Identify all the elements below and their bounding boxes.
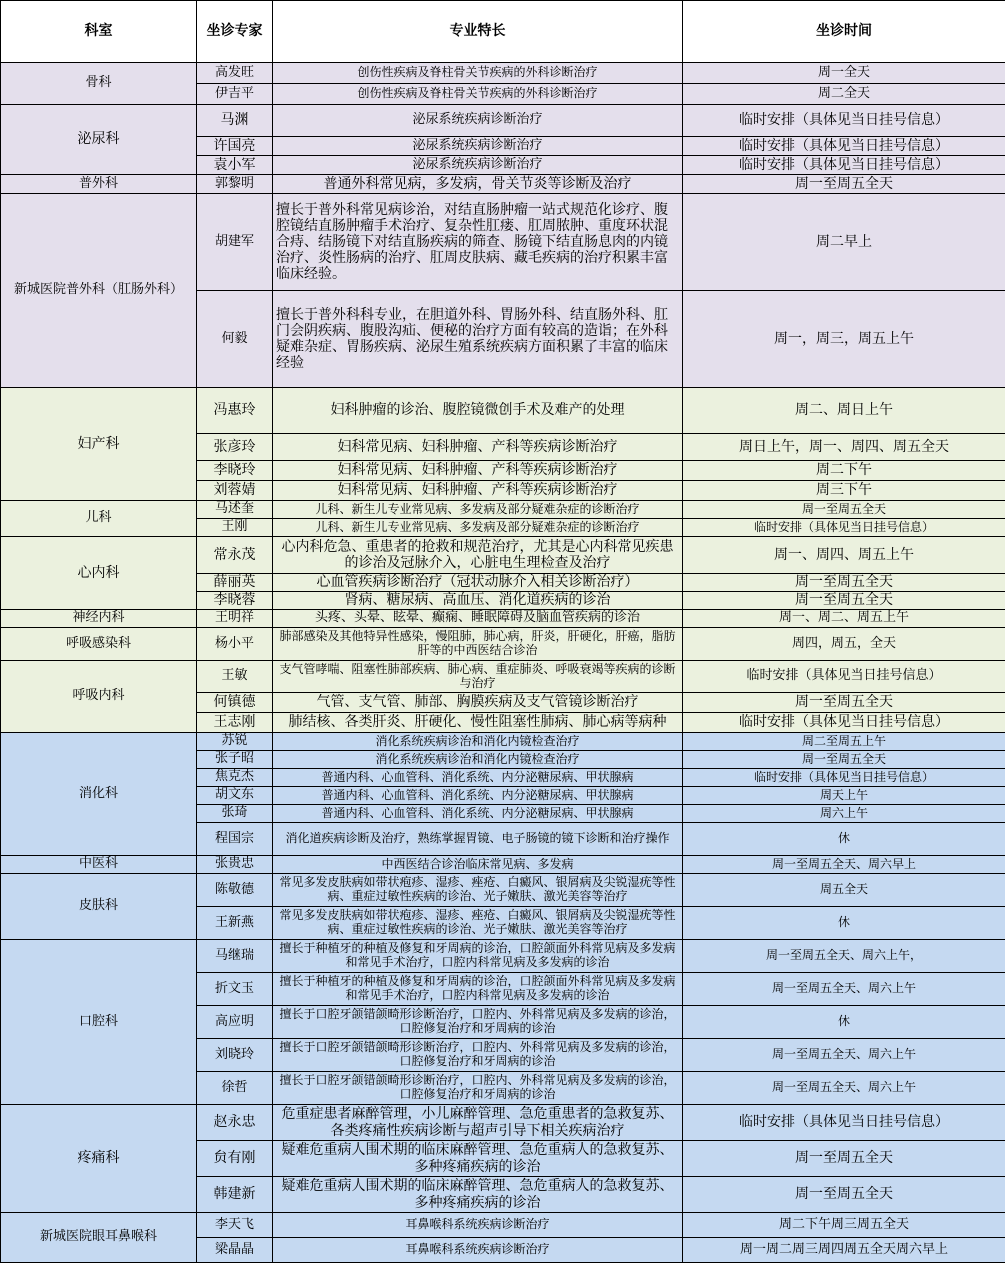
specialty-cell: 心血管疾病诊断治疗（冠状动脉介入相关诊断治疗）	[273, 574, 683, 592]
time-cell: 临时安排（具体见当日挂号信息）	[683, 156, 1005, 175]
header-doctor: 坐诊专家	[197, 1, 273, 63]
dept-cell: 呼吸内科	[1, 661, 197, 733]
doctor-cell: 李天飞	[197, 1213, 273, 1238]
time-cell: 临时安排（具体见当日挂号信息）	[683, 105, 1005, 137]
dept-cell: 泌尿科	[1, 105, 197, 175]
doctor-cell: 许国亮	[197, 137, 273, 156]
doctor-cell: 何镇德	[197, 693, 273, 713]
time-cell: 周二下午	[683, 461, 1005, 481]
specialty-cell: 擅长于种植牙的种植及修复和牙周病的诊治，口腔颌面外科常见病及多发病和常见手术治疗，口腔内科常见病及多发病的诊治	[273, 973, 683, 1006]
specialty-cell: 支气管哮喘、阻塞性肺部疾病、肺心病、重症肺炎、呼吸衰竭等疾病的诊断与治疗	[273, 661, 683, 693]
specialty-cell: 普通外科常见病，多发病，骨关节炎等诊断及治疗	[273, 175, 683, 194]
specialty-cell: 儿科、新生儿专业常见病、多发病及部分疑难杂症的诊断治疗	[273, 519, 683, 537]
doctor-cell: 杨小平	[197, 628, 273, 661]
dept-cell: 新城医院眼耳鼻喉科	[1, 1213, 197, 1263]
doctor-cell: 徐哲	[197, 1072, 273, 1105]
table-row	[1, 63, 1005, 84]
specialty-cell: 妇科常见病、妇科肿瘤、产科等疾病诊断治疗	[273, 434, 683, 461]
specialty-cell: 普通内科、心血管科、消化系统、内分泌糖尿病、甲状腺病	[273, 769, 683, 787]
dept-cell: 新城医院普外科（肛肠外科）	[1, 194, 197, 388]
time-cell: 临时安排（具体见当日挂号信息）	[683, 769, 1005, 787]
table-row	[1, 661, 1005, 693]
time-cell: 周一、周四、周五上午	[683, 537, 1005, 574]
specialty-cell: 气管、支气管、肺部、胸膜疾病及支气管镜诊断治疗	[273, 693, 683, 713]
doctor-cell: 马继瑞	[197, 940, 273, 973]
time-cell: 周一至周五全天	[683, 1141, 1005, 1177]
specialty-cell: 肺结核、各类肝炎、肝硬化、慢性阻塞性肺病、肺心病等病种	[273, 713, 683, 733]
time-cell: 临时安排（具体见当日挂号信息）	[683, 519, 1005, 537]
doctor-cell: 袁小军	[197, 156, 273, 175]
doctor-cell: 张彦玲	[197, 434, 273, 461]
doctor-cell: 程国宗	[197, 823, 273, 856]
specialty-cell: 肺部感染及其他特异性感染，慢阻肺，肺心病，肝炎，肝硬化，肝癌，脂肪肝等的中西医结合诊治	[273, 628, 683, 661]
doctor-cell: 伊吉平	[197, 84, 273, 105]
dept-cell: 儿科	[1, 501, 197, 537]
table-row	[1, 940, 1005, 973]
doctor-cell: 何毅	[197, 291, 273, 388]
specialty-cell: 妇科肿瘤的诊治、腹腔镜微创手术及难产的处理	[273, 388, 683, 434]
specialty-cell: 擅长于种植牙的种植及修复和牙周病的诊治，口腔颌面外科常见病及多发病和常见手术治疗，口腔内科常见病及多发病的诊治	[273, 940, 683, 973]
specialty-cell: 疑难危重病人围术期的临床麻醉管理、急危重病人的急救复苏、多种疼痛疾病的诊治	[273, 1141, 683, 1177]
specialty-cell: 危重症患者麻醉管理，小儿麻醉管理、急危重患者的急救复苏、各类疼痛性疾病诊断与超声引导下相关疾病治疗	[273, 1105, 683, 1141]
specialty-cell: 普通内科、心血管科、消化系统、内分泌糖尿病、甲状腺病	[273, 805, 683, 823]
specialty-cell: 消化系统疾病诊治和消化内镜检查治疗	[273, 751, 683, 769]
doctor-cell: 郭黎明	[197, 175, 273, 194]
dept-cell: 普外科	[1, 175, 197, 194]
dept-cell: 妇产科	[1, 388, 197, 501]
dept-cell: 口腔科	[1, 940, 197, 1105]
specialty-cell: 妇科常见病、妇科肿瘤、产科等疾病诊断治疗	[273, 461, 683, 481]
specialty-cell: 擅长于口腔牙颌错颌畸形诊断治疗，口腔内、外科常见病及多发病的诊治，口腔修复治疗和牙周病的诊治	[273, 1072, 683, 1105]
time-cell: 临时安排（具体见当日挂号信息）	[683, 661, 1005, 693]
time-cell: 周五全天	[683, 874, 1005, 907]
doctor-cell: 王刚	[197, 519, 273, 537]
time-cell: 周一，周三，周五上午	[683, 291, 1005, 388]
time-cell: 周一至周五全天	[683, 751, 1005, 769]
dept-cell: 神经内科	[1, 610, 197, 628]
table-row	[1, 628, 1005, 661]
specialty-cell: 擅长于普外科科专业，在胆道外科、胃肠外科、结直肠外科、肛门会阴疾病、腹股沟疝、便秘的治疗方面有较高的造诣；在外科疑难杂症、胃肠疾病、泌尿生殖系统疾病方面积累了丰富的临床经验	[273, 291, 683, 388]
doctor-cell: 张子昭	[197, 751, 273, 769]
doctor-cell: 折文玉	[197, 973, 273, 1006]
specialty-cell: 常见多发皮肤病如带状疱疹、湿疹、痤疮、白癜风、银屑病及尖锐湿疣等性病、重症过敏性疾病的诊治、光子嫩肤、激光美容等治疗	[273, 874, 683, 907]
doctor-cell: 李晓蓉	[197, 592, 273, 610]
specialty-cell: 消化系统疾病诊治和消化内镜检查治疗	[273, 733, 683, 751]
specialty-cell: 泌尿系统疾病诊断治疗	[273, 156, 683, 175]
specialty-cell: 耳鼻喉科系统疾病诊断治疗	[273, 1238, 683, 1263]
dept-cell: 疼痛科	[1, 1105, 197, 1213]
time-cell: 周一至周五全天	[683, 592, 1005, 610]
table-row	[1, 1213, 1005, 1238]
dept-cell: 呼吸感染科	[1, 628, 197, 661]
doctor-cell: 胡文东	[197, 787, 273, 805]
doctor-cell: 王敏	[197, 661, 273, 693]
doctor-cell: 赵永忠	[197, 1105, 273, 1141]
specialty-cell: 心内科危急、重患者的抢救和规范治疗，尤其是心内科常见疾患的诊治及冠脉介入，心脏电生理检查及治疗	[273, 537, 683, 574]
time-cell: 周一至周五全天、周六上午，	[683, 940, 1005, 973]
time-cell: 周一至周五全天、周六早上	[683, 856, 1005, 874]
doctor-cell: 焦克杰	[197, 769, 273, 787]
table-row	[1, 1105, 1005, 1141]
time-cell: 周一全天	[683, 63, 1005, 84]
doctor-cell: 贠有刚	[197, 1141, 273, 1177]
time-cell: 周天上午	[683, 787, 1005, 805]
dept-cell: 中医科	[1, 856, 197, 874]
table-row	[1, 610, 1005, 628]
time-cell: 休	[683, 823, 1005, 856]
header-specialty: 专业特长	[273, 1, 683, 63]
doctor-cell: 高应明	[197, 1006, 273, 1039]
time-cell: 周二、周日上午	[683, 388, 1005, 434]
doctor-cell: 薛丽英	[197, 574, 273, 592]
doctor-cell: 陈敬德	[197, 874, 273, 907]
specialty-cell: 擅长于口腔牙颌错颌畸形诊断治疗，口腔内、外科常见病及多发病的诊治，口腔修复治疗和牙周病的诊治	[273, 1006, 683, 1039]
time-cell: 周二全天	[683, 84, 1005, 105]
time-cell: 周一至周五全天	[683, 175, 1005, 194]
specialty-cell: 常见多发皮肤病如带状疱疹、湿疹、痤疮、白癜风、银屑病及尖锐湿疣等性病、重症过敏性疾病的诊治、光子嫩肤、激光美容等治疗	[273, 907, 683, 940]
time-cell: 周一、周二、周五上午	[683, 610, 1005, 628]
time-cell: 休	[683, 1006, 1005, 1039]
time-cell: 周一至周五全天	[683, 574, 1005, 592]
specialty-cell: 妇科常见病、妇科肿瘤、产科等疾病诊断治疗	[273, 481, 683, 501]
doctor-cell: 马述奎	[197, 501, 273, 519]
specialty-cell: 擅长于普外科常见病诊治，对结直肠肿瘤一站式规范化诊疗、腹腔镜结直肠肿瘤手术治疗、复杂性肛瘘、肛周脓肿、重度环状混合痔、结肠镜下对结直肠疾病的筛查、肠镜下结直肠息肉的内镜治疗、炎性肠病的治疗、肛周皮肤病、藏毛疾病的治疗积累丰富临床经验。	[273, 194, 683, 291]
specialty-cell: 消化道疾病诊断及治疗，熟练掌握胃镜、电子肠镜的镜下诊断和治疗操作	[273, 823, 683, 856]
doctor-cell: 冯惠玲	[197, 388, 273, 434]
header-dept: 科室	[1, 1, 197, 63]
table-row	[1, 856, 1005, 874]
doctor-cell: 李晓玲	[197, 461, 273, 481]
table-row	[1, 733, 1005, 751]
doctor-cell: 张贵忠	[197, 856, 273, 874]
specialty-cell: 普通内科、心血管科、消化系统、内分泌糖尿病、甲状腺病	[273, 787, 683, 805]
time-cell: 周二早上	[683, 194, 1005, 291]
doctor-cell: 高发旺	[197, 63, 273, 84]
time-cell: 周四，周五，全天	[683, 628, 1005, 661]
time-cell: 周一至周五全天、周六上午	[683, 1039, 1005, 1072]
time-cell: 周一至周五全天	[683, 1177, 1005, 1213]
time-cell: 周二至周五上午	[683, 733, 1005, 751]
doctor-cell: 马渊	[197, 105, 273, 137]
time-cell: 周一至周五全天	[683, 501, 1005, 519]
doctor-cell: 胡建军	[197, 194, 273, 291]
specialty-cell: 泌尿系统疾病诊断治疗	[273, 137, 683, 156]
doctor-cell: 王明祥	[197, 610, 273, 628]
table-row	[1, 194, 1005, 291]
dept-cell: 骨科	[1, 63, 197, 105]
table-row	[1, 874, 1005, 907]
doctor-cell: 刘晓玲	[197, 1039, 273, 1072]
doctor-cell: 苏锐	[197, 733, 273, 751]
specialty-cell: 耳鼻喉科系统疾病诊断治疗	[273, 1213, 683, 1238]
doctor-cell: 韩建新	[197, 1177, 273, 1213]
doctor-cell: 王志刚	[197, 713, 273, 733]
time-cell: 周一至周五全天、周六上午	[683, 973, 1005, 1006]
doctor-cell: 常永茂	[197, 537, 273, 574]
time-cell: 临时安排（具体见当日挂号信息）	[683, 713, 1005, 733]
dept-cell: 消化科	[1, 733, 197, 856]
time-cell: 周一周二周三周四周五全天周六早上	[683, 1238, 1005, 1263]
specialty-cell: 头疼、头晕、眩晕、癫痫、睡眠障碍及脑血管疾病的诊治	[273, 610, 683, 628]
specialty-cell: 肾病、糖尿病、高血压、消化道疾病的诊治	[273, 592, 683, 610]
header-row	[1, 1, 1005, 63]
specialty-cell: 儿科、新生儿专业常见病、多发病及部分疑难杂症的诊断治疗	[273, 501, 683, 519]
dept-cell: 心内科	[1, 537, 197, 610]
table-row	[1, 388, 1005, 434]
doctor-cell: 张琦	[197, 805, 273, 823]
time-cell: 临时安排（具体见当日挂号信息）	[683, 137, 1005, 156]
doctor-cell: 刘蓉婧	[197, 481, 273, 501]
time-cell: 周一至周五全天、周六上午	[683, 1072, 1005, 1105]
time-cell: 周一至周五全天	[683, 693, 1005, 713]
specialty-cell: 创伤性疾病及脊柱骨关节疾病的外科诊断治疗	[273, 63, 683, 84]
table-row	[1, 501, 1005, 519]
dept-cell: 皮肤科	[1, 874, 197, 940]
specialty-cell: 创伤性疾病及脊柱骨关节疾病的外科诊断治疗	[273, 84, 683, 105]
header-time: 坐诊时间	[683, 1, 1005, 63]
time-cell: 周三下午	[683, 481, 1005, 501]
specialty-cell: 中西医结合诊治临床常见病、多发病	[273, 856, 683, 874]
time-cell: 休	[683, 907, 1005, 940]
time-cell: 周日上午，周一、周四、周五全天	[683, 434, 1005, 461]
time-cell: 临时安排（具体见当日挂号信息）	[683, 1105, 1005, 1141]
specialty-cell: 泌尿系统疾病诊断治疗	[273, 105, 683, 137]
specialty-cell: 擅长于口腔牙颌错颌畸形诊断治疗，口腔内、外科常见病及多发病的诊治，口腔修复治疗和牙周病的诊治	[273, 1039, 683, 1072]
specialty-cell: 疑难危重病人围术期的临床麻醉管理、急危重病人的急救复苏、多种疼痛疾病的诊治	[273, 1177, 683, 1213]
time-cell: 周二下午周三周五全天	[683, 1213, 1005, 1238]
doctor-cell: 梁晶晶	[197, 1238, 273, 1263]
time-cell: 周六上午	[683, 805, 1005, 823]
table-row	[1, 175, 1005, 194]
doctor-cell: 王新燕	[197, 907, 273, 940]
table-row	[1, 105, 1005, 137]
table-row	[1, 537, 1005, 574]
